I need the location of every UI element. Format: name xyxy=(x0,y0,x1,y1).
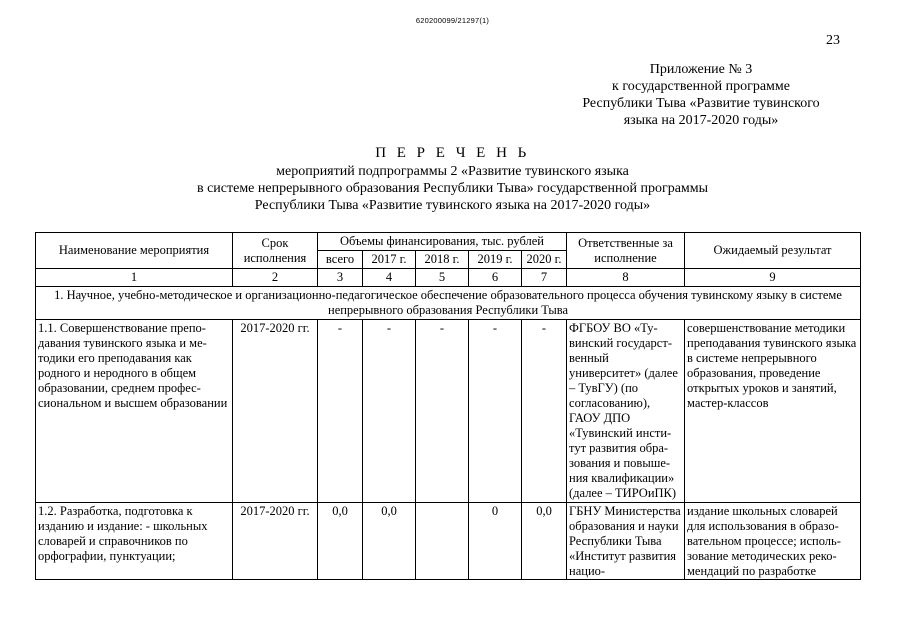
row-term: 2017-2020 гг. xyxy=(233,320,318,503)
table-row xyxy=(36,320,861,503)
table-row xyxy=(36,503,861,580)
row-2019: 0 xyxy=(491,504,499,518)
header-funding: Объемы финансирования, тыс. рублей xyxy=(318,233,567,251)
appendix-line: к государственной программе xyxy=(612,79,790,94)
header-term: Срок исполнения xyxy=(233,233,318,269)
row-2020: - xyxy=(522,320,567,503)
column-number: 2 xyxy=(233,269,318,287)
column-number: 8 xyxy=(567,269,685,287)
row-name: 1.1. Совершенствование преподавания тувинского языка и методики его преподавания как родного и неродного в общем образовании, среднем профессиональном и высшем образовании xyxy=(36,320,233,503)
column-number: 4 xyxy=(363,269,416,287)
header-2017: 2017 г. xyxy=(363,251,416,269)
row-result: совершенствование методики преподавания тувинского языка в системе непрерывного образования, проведение открытых уроков и занятий, мастер-классов xyxy=(685,320,861,503)
row-name: 1.2. Разработка, подготовка к изданию и издание: - школьных словарей и справочников по орфографии, пунктуации; xyxy=(38,504,208,563)
header-2018: 2018 г. xyxy=(416,251,469,269)
section-title: 1. Научное, учебно-методическое и организационно-педагогическое обеспечение образовательного процесса обучения тувинскому языку в системе непрерывного образования Республики Тыва xyxy=(36,287,861,320)
title-heading: П Е Р Е Ч Е Н Ь xyxy=(375,145,530,161)
title-line: в системе непрерывного образования Республики Тыва» государственной программы xyxy=(196,181,709,196)
title-line: мероприятий подпрограммы 2 «Развитие тувинского языка xyxy=(276,164,629,179)
column-number: 9 xyxy=(685,269,861,287)
row-2017: 0,0 xyxy=(381,504,397,518)
row-responsible: ФГБОУ ВО «Тувинский государственный университет» (далее – ТувГУ) (по согласованию), ГАОУ ДПО «Тувинский институт развития образования и повышения квалификации» (далее – ТИРОиПК) xyxy=(567,320,685,503)
column-number: 5 xyxy=(416,269,469,287)
column-number: 6 xyxy=(469,269,522,287)
appendix-line: языка на 2017-2020 годы» xyxy=(623,113,779,128)
document-title xyxy=(0,143,905,214)
header-2019: 2019 г. xyxy=(469,251,522,269)
column-number: 3 xyxy=(318,269,363,287)
row-2018: - xyxy=(416,320,469,503)
row-2017: - xyxy=(363,320,416,503)
row-total: - xyxy=(318,320,363,503)
document-id: 620200099/21297(1) xyxy=(415,16,490,25)
column-number: 1 xyxy=(36,269,233,287)
row-responsible: ГБНУ Министерства образования и науки Республики Тыва «Институт развития нацио- xyxy=(569,504,681,578)
column-number: 7 xyxy=(522,269,567,287)
column-number-row xyxy=(36,269,861,287)
section-row xyxy=(36,287,861,320)
appendix-line: Республики Тыва «Развитие тувинского xyxy=(582,96,820,111)
page-number: 23 xyxy=(826,33,840,48)
row-2020: 0,0 xyxy=(536,504,552,518)
activities-table xyxy=(35,232,861,580)
row-2018 xyxy=(418,504,466,578)
header-name: Наименование мероприятия xyxy=(36,233,233,269)
row-2019: - xyxy=(469,320,522,503)
row-term: 2017-2020 гг. xyxy=(240,504,310,518)
header-2020: 2020 г. xyxy=(522,251,567,269)
header-total: всего xyxy=(318,251,363,269)
header-responsible: Ответственные за исполнение xyxy=(567,233,685,269)
header-result: Ожидаемый результат xyxy=(685,233,861,269)
row-result: издание школьных словарей для использования в образовательном процессе; использование методических рекомендаций по разработке xyxy=(687,504,841,578)
appendix-line: Приложение № 3 xyxy=(649,62,753,77)
title-line: Республики Тыва «Развитие тувинского языка на 2017-2020 годы» xyxy=(254,198,651,213)
row-total: 0,0 xyxy=(332,504,348,518)
appendix-note xyxy=(561,61,841,129)
